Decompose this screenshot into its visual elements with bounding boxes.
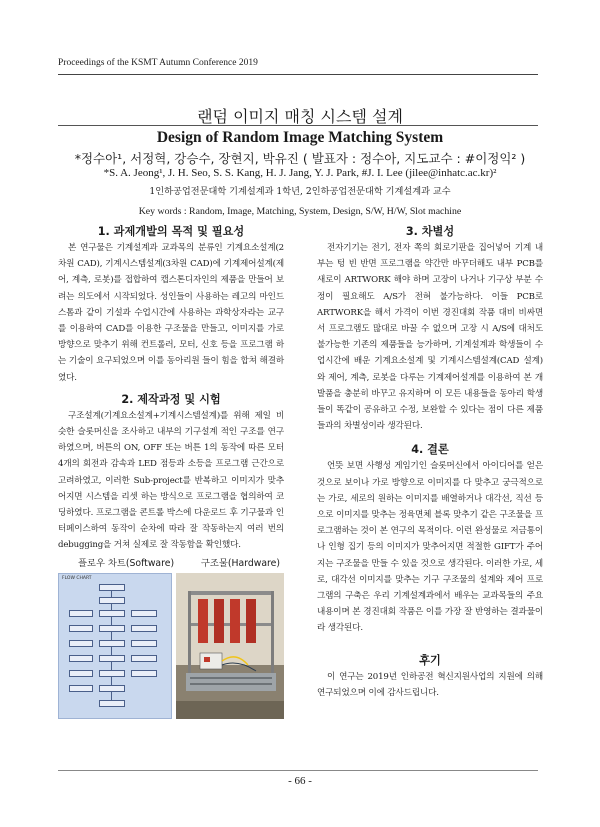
flowchart-node — [99, 584, 125, 591]
acknowledgment-heading: 후기 — [419, 653, 441, 667]
flowchart-node — [131, 625, 157, 632]
section-1-body: 본 연구물은 기계설계과 교과목의 분류인 기계요소설계(2차원 CAD), 기계시스템설계(3차원 CAD)에 기계제어설계(제어, 계측, 로봇)를 접합하여 캡스톤디자인의 제품을 만들어 보려는 의도에서 시작되었다. 성인들이 사용하는 레고의 마인드 스톰과 같이 기설과 수업시간에 사용하는 과학상자라는 교구를 이용하여 CAD를 이용한 구조물을 만들고, 이미지를 가로 방향으로 맞추기 위해 컨트롤러, 모터, 신호 등을 프로그램 하는 기술이 요구되었으며 이를 동아리원 들이 힘을 합쳐 해결하였다. — [58, 243, 284, 383]
flowchart-node — [99, 685, 125, 692]
section-3-heading: 3. 차별성 — [405, 225, 455, 238]
caption-hardware: 구조물(Hardware) — [200, 557, 280, 569]
keywords: Key words : Random, Image, Matching, System, Design, S/W, H/W, Slot machine — [138, 206, 462, 217]
title-korean: 랜덤 이미지 매칭 시스템 설계 — [197, 107, 403, 126]
flowchart-node — [99, 655, 125, 662]
flowchart-node — [69, 685, 93, 692]
hardware-photo-illustration — [176, 573, 284, 719]
flowchart-node — [99, 625, 125, 632]
flowchart-node — [131, 640, 157, 647]
flowchart-node — [69, 670, 93, 677]
flowchart-connector — [111, 617, 112, 625]
footer-rule — [58, 770, 538, 771]
left-column — [58, 224, 284, 719]
section-4-heading: 4. 결론 — [411, 443, 449, 457]
flowchart-connector — [111, 632, 112, 640]
running-head: Proceedings of the KSMT Autumn Conference 2019 — [58, 58, 258, 68]
section-2-heading: 2. 제작과정 및 시험 — [121, 392, 221, 406]
figure-row — [58, 573, 284, 719]
flowchart-node — [99, 700, 125, 707]
flowchart-node — [99, 597, 125, 604]
flowchart-node — [99, 640, 125, 647]
right-column — [317, 224, 543, 701]
flowchart-image — [58, 573, 172, 719]
section-1-heading: 1. 과제개발의 목적 및 필요성 — [97, 225, 245, 238]
section-4-body: 언뜻 보면 사행성 게임기인 슬롯머신에서 아이디어를 얻은 것으로 보이나 가로 방향으로 이미지를 다 맞추고 궁극적으로는 가로, 세로의 원하는 이미지를 배열하거나 대각선, 직선 등으로 이미지를 맞추는 정육면체 블록 맞추기 같은 구조물을 프로그램하는 것이 본 연구의 목적이다. 이런 완성물로 저금통이나 인형 집기 등의 이미지가 맞추어지면 적절한 GIFT가 주어지는 구조물을 만들 수 있을 것으로 생각된다. 이러한 가로, 세로, 대각선 이미지를 맞추는 기구 구조물의 설계와 제어 프로그램의 구축은 우리 기계설계과에서 배우는 교과목들의 주요 내용이며 본 경진대회 작품은 이를 가장 잘 반영하는 결과물이라 생각된다. — [317, 461, 543, 634]
hardware-photo — [176, 573, 284, 719]
flowchart-node — [69, 610, 93, 617]
section-3-body: 전자기기는 전기, 전자 쪽의 회로기판을 집어넣어 기계 내부는 텅 빈 반면 프로그램을 약간만 바꾸더해도 내부 PCB를 새로이 ARTWORK 해야 하며 고장이 나거나 기구상 부분 수정이 필요해도 A/S가 전혀 불가능하다. 이들 PCB로 ARTWORK을 해서 가격이 이번 경진대회 작품 대비 비싸면서 프로그램도 많대로 바꿀 수 없으며 고장 시 A/S에 대처도 불가능한 기존의 제품들을 능가하며, 기계설계과 학생들이 수업시간에 배운 기계요소설계 및 기계시스템설계(CAD 설계)와 제어, 계측, 로봇을 다루는 기계제어설계를 이용하여 본 개발품을 충분히 바꾸고 유지하며 이 모든 내용들을 동아리 학생들이 똑같이 공유하고 수정, 보완할 수 있다는 점이 다른 제품들과의 차별성이라 생각된다. — [317, 243, 543, 432]
figure-captions — [58, 555, 284, 569]
header-rule — [58, 74, 538, 75]
authors-korean: *정수아¹, 서정혁, 강승수, 장현지, 박유진 ( 발표자 : 정수아, 지도교수 : #이정익² ) — [74, 151, 526, 166]
flowchart-connector — [111, 662, 112, 670]
flowchart-node — [131, 670, 157, 677]
flowchart-node — [69, 655, 93, 662]
acknowledgment-body: 이 연구는 2019년 인하공전 혁신지원사업의 지원에 의해 연구되었으며 이에 감사드립니다. — [317, 671, 543, 698]
caption-flowchart: 플로우 차트(Software) — [78, 557, 175, 569]
title-english: Design of Random Image Matching System — [156, 129, 444, 146]
flowchart-node — [69, 640, 93, 647]
flowchart-connector — [111, 692, 112, 700]
flowchart-node — [99, 610, 125, 617]
affiliation: 1인하공업전문대학 기계설계과 1학년, 2인하공업전문대학 기계설계과 교수 — [149, 186, 451, 197]
section-2-body: 구조설계(기계요소설계+기계시스템설계)를 위해 제일 비슷한 슬롯머신을 조사하고 내부의 기구설계 적인 구조를 연구하였으며, 버튼의 ON, OFF 또는 버튼 1의 동작에 따른 모터 4개의 회전과 감속과 LED 점등과 소등을 프로그램 근간으로 고려하였고, 이러한 Sub-project를 반복하고 이미지가 맞추어지면 시스템을 리셋 하는 방식으로 프로그램을 협의하여 코딩하였다. 프로그램을 콘트롤 박스에 다운로드 후 기구물과 인터페이스하여 동작이 순차에 따라 잘 작동하는지 여러 번의 debugging을 거쳐 실제로 잘 작동함을 확인했다. — [58, 410, 284, 551]
flowchart-node — [131, 610, 157, 617]
flowchart-node — [131, 655, 157, 662]
flowchart-title: FLOW CHART — [62, 575, 92, 581]
flowchart-node — [69, 625, 93, 632]
flowchart-node — [99, 670, 125, 677]
authors-english: *S. A. Jeong¹, J. H. Seo, S. S. Kang, H. J. Jang, Y. J. Park, #J. I. Lee (jilee@inhatc.ac.kr)² — [103, 167, 497, 179]
page-number: - 66 - — [288, 775, 312, 787]
title-rule — [58, 125, 538, 126]
flowchart-connector — [111, 647, 112, 655]
flowchart-connector — [111, 677, 112, 685]
